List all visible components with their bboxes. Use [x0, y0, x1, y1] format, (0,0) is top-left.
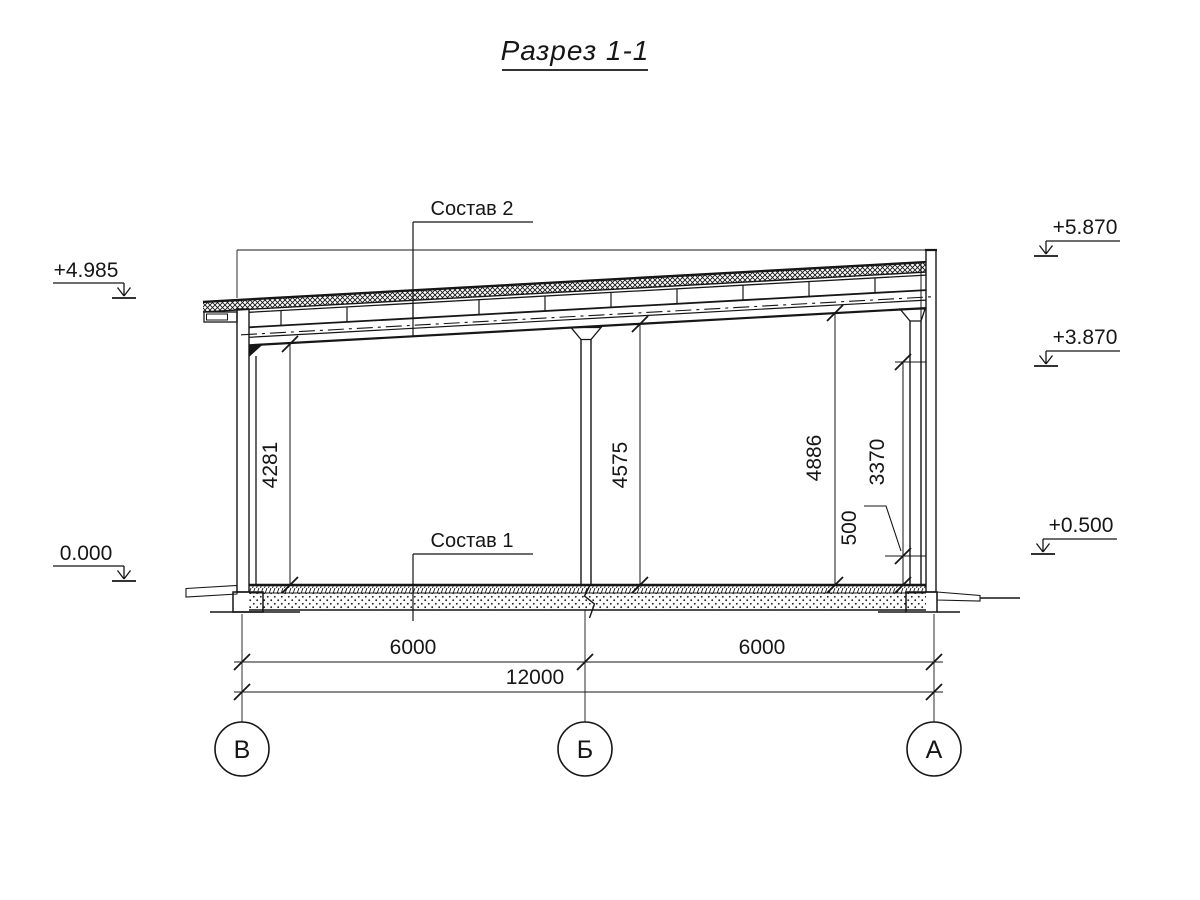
dim-3370	[866, 354, 926, 564]
dim-500-leader	[864, 506, 901, 551]
elevation-right-beam-value: +3.870	[1052, 326, 1118, 349]
dim-4281-value: 4281	[259, 441, 282, 489]
drawing-title: Разрез 1-1	[500, 35, 650, 66]
axis-b-label: Б	[576, 736, 594, 764]
elevation-left-roof	[53, 259, 136, 298]
elevation-right-parapet	[1034, 216, 1120, 256]
dimension-chain-bays	[234, 610, 943, 722]
dim-12000-value: 12000	[505, 666, 565, 689]
dim-4281	[259, 336, 298, 593]
beam-haunch-left	[249, 345, 262, 357]
elevation-right-plinth-value: +0.500	[1048, 514, 1114, 537]
grade-right	[937, 592, 980, 601]
dim-4886	[803, 305, 843, 593]
elevation-right-beam	[1034, 326, 1120, 366]
axis-a-label: А	[925, 736, 943, 764]
axis-v-label: В	[233, 736, 251, 764]
title-block	[501, 35, 650, 70]
dim-6000-right-value: 6000	[738, 636, 786, 659]
dim-500	[838, 506, 911, 593]
axis-bubble-v	[215, 722, 269, 776]
roof-composition-text: Состав 2	[430, 198, 514, 220]
elevation-right-parapet-value: +5.870	[1052, 216, 1118, 239]
roof-composition-label	[413, 198, 533, 337]
dim-4886-value: 4886	[803, 434, 826, 482]
dimension-chain-total	[234, 666, 943, 700]
dim-4575-value: 4575	[609, 441, 632, 489]
dim-500-value: 500	[838, 510, 861, 546]
grade-left	[186, 586, 237, 598]
floor-composition-text: Состав 1	[430, 530, 514, 552]
elevation-left-zero-value: 0.000	[59, 542, 113, 565]
floor-slab	[249, 585, 926, 618]
floor-underlay	[249, 593, 926, 610]
right-column	[900, 309, 925, 585]
elevation-left-zero	[53, 542, 136, 581]
elevation-right-plinth	[1031, 514, 1117, 554]
middle-column	[571, 328, 601, 586]
dim-6000-left-value: 6000	[389, 636, 437, 659]
roof	[203, 262, 931, 357]
column-capital	[571, 328, 601, 340]
dim-3370-value: 3370	[866, 438, 889, 486]
axis-bubble-a	[907, 722, 961, 776]
roof-insulation-layer	[203, 262, 926, 312]
eave-fascia	[204, 312, 237, 322]
right-wall	[921, 250, 937, 592]
elevation-left-roof-value: +4.985	[53, 259, 119, 282]
dim-4575	[609, 316, 648, 593]
axis-bubble-b	[558, 722, 612, 776]
